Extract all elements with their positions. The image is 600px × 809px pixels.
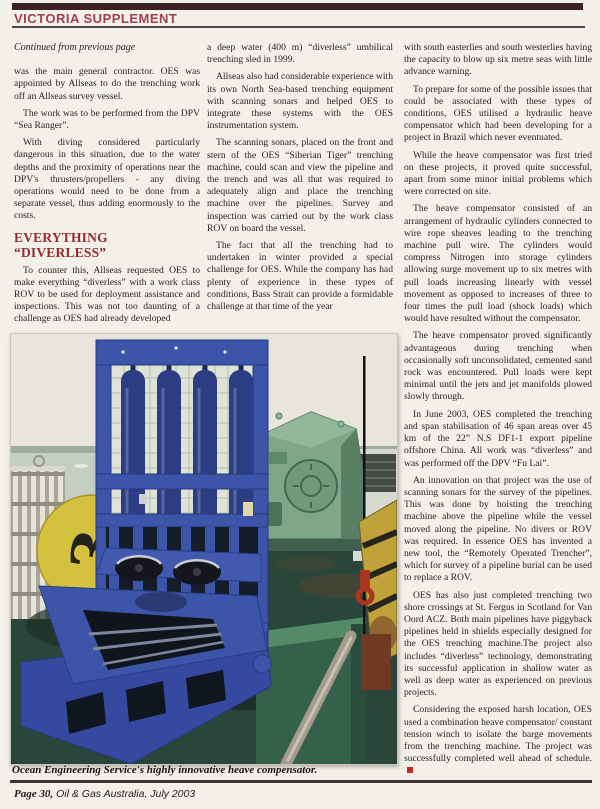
winch-machine: [264, 412, 363, 551]
antenna-pole: [363, 356, 366, 636]
paragraph: The work was to be performed from the DPV “Sea Ranger”.: [14, 107, 200, 132]
paragraph: a deep water (400 m) “diverless” umbilical trenching sled in 1999.: [207, 42, 393, 66]
photo-caption: Ocean Engineering Service's highly innovative heave compensator.: [12, 764, 318, 776]
photo-illustration: [11, 334, 397, 764]
paragraph: The heave compensator consisted of an arrangement of hydraulic cylinders connected to wire rope sheaves leading to the trenching machine pull wire. The cylinders would compress Nitrogen into storage cylinders allowing surge movement up to six metres with pull loads increasing linearly with vessel movement as opposed to increases of three to four times the pull load (shock loads) which would have resulted without the compensator.: [404, 203, 592, 325]
column-3: [404, 42, 592, 783]
column-1: [14, 42, 200, 331]
paragraph: To counter this, Allseas requested OES to make everything “diverless” with a work class ROV to be used for deployment assistance and inspections. This was not too daunting of a challenge as OES had already developed: [14, 264, 200, 325]
paragraph: To prepare for some of the possible issues that could be associated with these types of conditions, OES utilised a hydraulic heave compensator which had been developing for a project in Brazil which never eventuated.: [404, 83, 592, 144]
supplement-kicker: VICTORIA SUPPLEMENT: [14, 11, 178, 26]
paragraph: Allseas also had considerable experience with its own North Sea-based trenching equipment with scanning sonars and helped OES to integrate these systems with the OES instrumentation system.: [207, 71, 393, 132]
paragraph: In June 2003, OES completed the trenching and span stabilisation of 46 span areas over 45 km of the 22” N.S DF1-1 export pipeline offshore China. All work was “diverless” and was performed off the DPV “Fu Lai”.: [404, 408, 592, 469]
paragraph: The heave compensator proved significantly advantageous during trenching when occasionally soft unconsolidated, cemented sand rock was encountered. Pull loads were kept minimal until the jets and jet manifolds plowed slowly through.: [404, 330, 592, 403]
masthead-top-bar: [12, 3, 583, 10]
continued-note: Continued from previous page: [14, 42, 136, 53]
paragraph: An innovation on that project was the use of scanning sonars for the survey of the pipelines. This was done by hoisting the trenching machine above the pipeline while the vessel moved along the pipeline. No divers or ROV was required. In essence OES has invented a new tool, the “Remotely Operated Trencher”, which for survey of a pipeline burial can be used to replace a ROV.: [404, 474, 592, 584]
page-footer: [14, 788, 195, 800]
paragraph: The fact that all the trenching had to undertaken in winter provided a special challenge for OES. While the company has had plenty of experience in these types of conditions, Bass Strait can provide a formidable challenge at that time of the year: [207, 240, 393, 313]
paragraph: OES has also just completed trenching two shore crossings at St. Fergus in Scotland for Van Oord ACZ. Both main pipelines have piggyback pipelines held in shields especially designed for the OES trenching machine.The project also includes “diverless” technology, demonstrating its successful application in shallow water as well as deep water as experienced on previous projects.: [404, 589, 592, 699]
paragraph: with south easterlies and south westerlies having the capacity to blow up six metre seas with little advance warning.: [404, 42, 592, 78]
paragraph-text: Considering the exposed harsh location, OES used a combination heave compensator/ constant tension winch to isolate the barge movements from the trenching machine. The project was successfully completed well ahead of schedule.: [404, 704, 592, 765]
paragraph: was the main general contractor. OES was appointed by Allseas to do the trenching work off an Allseas survey vessel.: [14, 66, 200, 102]
paragraph: While the heave compensator was first tried on these projects, it proved quite successful, apart from some minor initial problems which were corrected on site.: [404, 149, 592, 198]
publication-label: Oil & Gas Australia, July 2003: [56, 788, 196, 800]
column-2: [207, 42, 393, 318]
page-number-label: Page 30,: [14, 788, 54, 800]
last-paragraph: [404, 704, 592, 777]
paragraph: With diving considered particularly dangerous in this situation, due to the water depths and the proximity of operations near the DPV's thrusters/propellers - any diving operations would need to be done from a separate vessel, thus adding enormously to the costs.: [14, 137, 200, 222]
footer-rule: [10, 780, 592, 783]
heave-compensator-photo: [10, 333, 398, 765]
masthead-rule: [12, 26, 585, 28]
paragraph: The scanning sonars, placed on the front and stern of the OES “Siberian Tiger” trenching machine, could scan and view the pipeline and the trench and was all that was required to adequately align and place the trenching machine over the pipelines. Survey and inspection was carried out by the work class ROV on board the vessel.: [207, 137, 393, 234]
article-end-mark: [407, 767, 413, 773]
section-heading: EVERYTHING “DIVERLESS”: [14, 229, 108, 260]
